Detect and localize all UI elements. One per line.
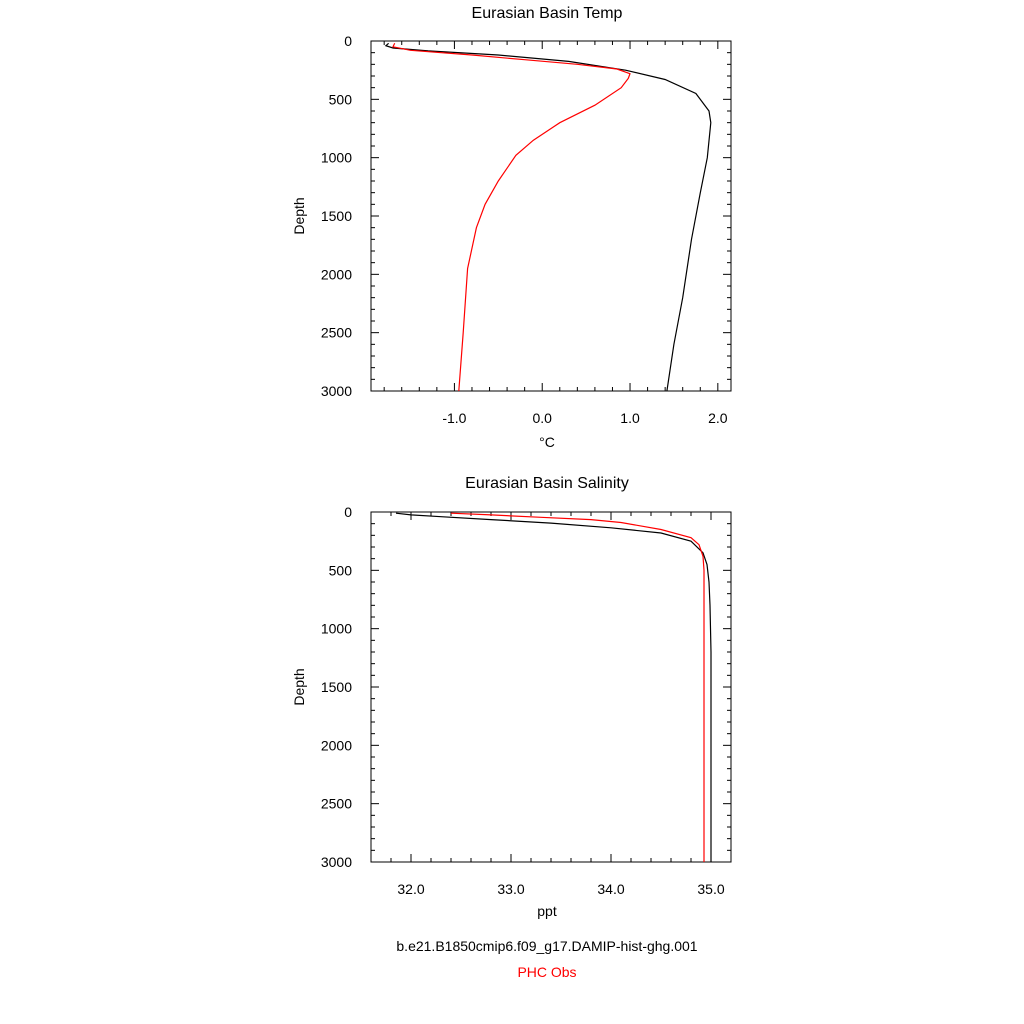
y-tick-label: 1500 — [320, 679, 352, 695]
y-tick-label: 1000 — [320, 149, 352, 166]
y-tick-label: 2500 — [320, 795, 352, 812]
plot-frame — [371, 512, 731, 862]
x-tick-label: 35.0 — [697, 881, 725, 897]
x-tick-label: 1.0 — [620, 410, 640, 426]
x-tick-label: 34.0 — [597, 881, 625, 897]
salinity-profile-panel — [291, 475, 731, 919]
x-tick-label: -1.0 — [442, 410, 467, 426]
axis-ticks — [321, 504, 731, 897]
y-tick-label: 500 — [328, 91, 352, 108]
y-tick-label: 3000 — [320, 854, 352, 870]
legend-model-label: b.e21.B1850cmip6.f09_g17.DAMIP-hist-ghg.001 — [396, 938, 698, 954]
temp-profile-panel — [291, 5, 731, 450]
y-tick-label: 2500 — [320, 324, 352, 341]
y-tick-label: 500 — [328, 562, 352, 579]
series-lines — [396, 513, 711, 862]
x-axis-label: ppt — [537, 903, 557, 919]
series-lines — [386, 43, 711, 391]
y-tick-label: 2000 — [320, 737, 352, 754]
legend-obs-label: PHC Obs — [517, 964, 577, 980]
chart-title: Eurasian Basin Temp — [471, 5, 623, 22]
y-tick-label: 2000 — [320, 266, 352, 283]
plot-frame — [371, 41, 731, 391]
series-line-model — [386, 43, 711, 391]
x-tick-label: 2.0 — [708, 410, 728, 426]
x-tick-label: 33.0 — [497, 881, 525, 897]
series-line-model — [396, 513, 711, 862]
chart-title: Eurasian Basin Salinity — [465, 475, 629, 492]
legend — [396, 938, 697, 980]
axis-ticks — [321, 33, 731, 426]
y-tick-label: 0 — [344, 504, 352, 520]
x-axis-label: °C — [539, 434, 555, 450]
series-line-obs — [451, 513, 704, 862]
y-tick-label: 3000 — [320, 383, 352, 399]
x-tick-label: 0.0 — [532, 410, 552, 426]
x-tick-label: 32.0 — [397, 881, 425, 897]
series-line-obs — [393, 43, 630, 391]
y-tick-label: 0 — [344, 33, 352, 49]
y-tick-label: 1000 — [320, 620, 352, 637]
y-axis-label: Depth — [291, 197, 307, 235]
y-tick-label: 1500 — [320, 208, 352, 224]
y-axis-label: Depth — [291, 668, 307, 706]
